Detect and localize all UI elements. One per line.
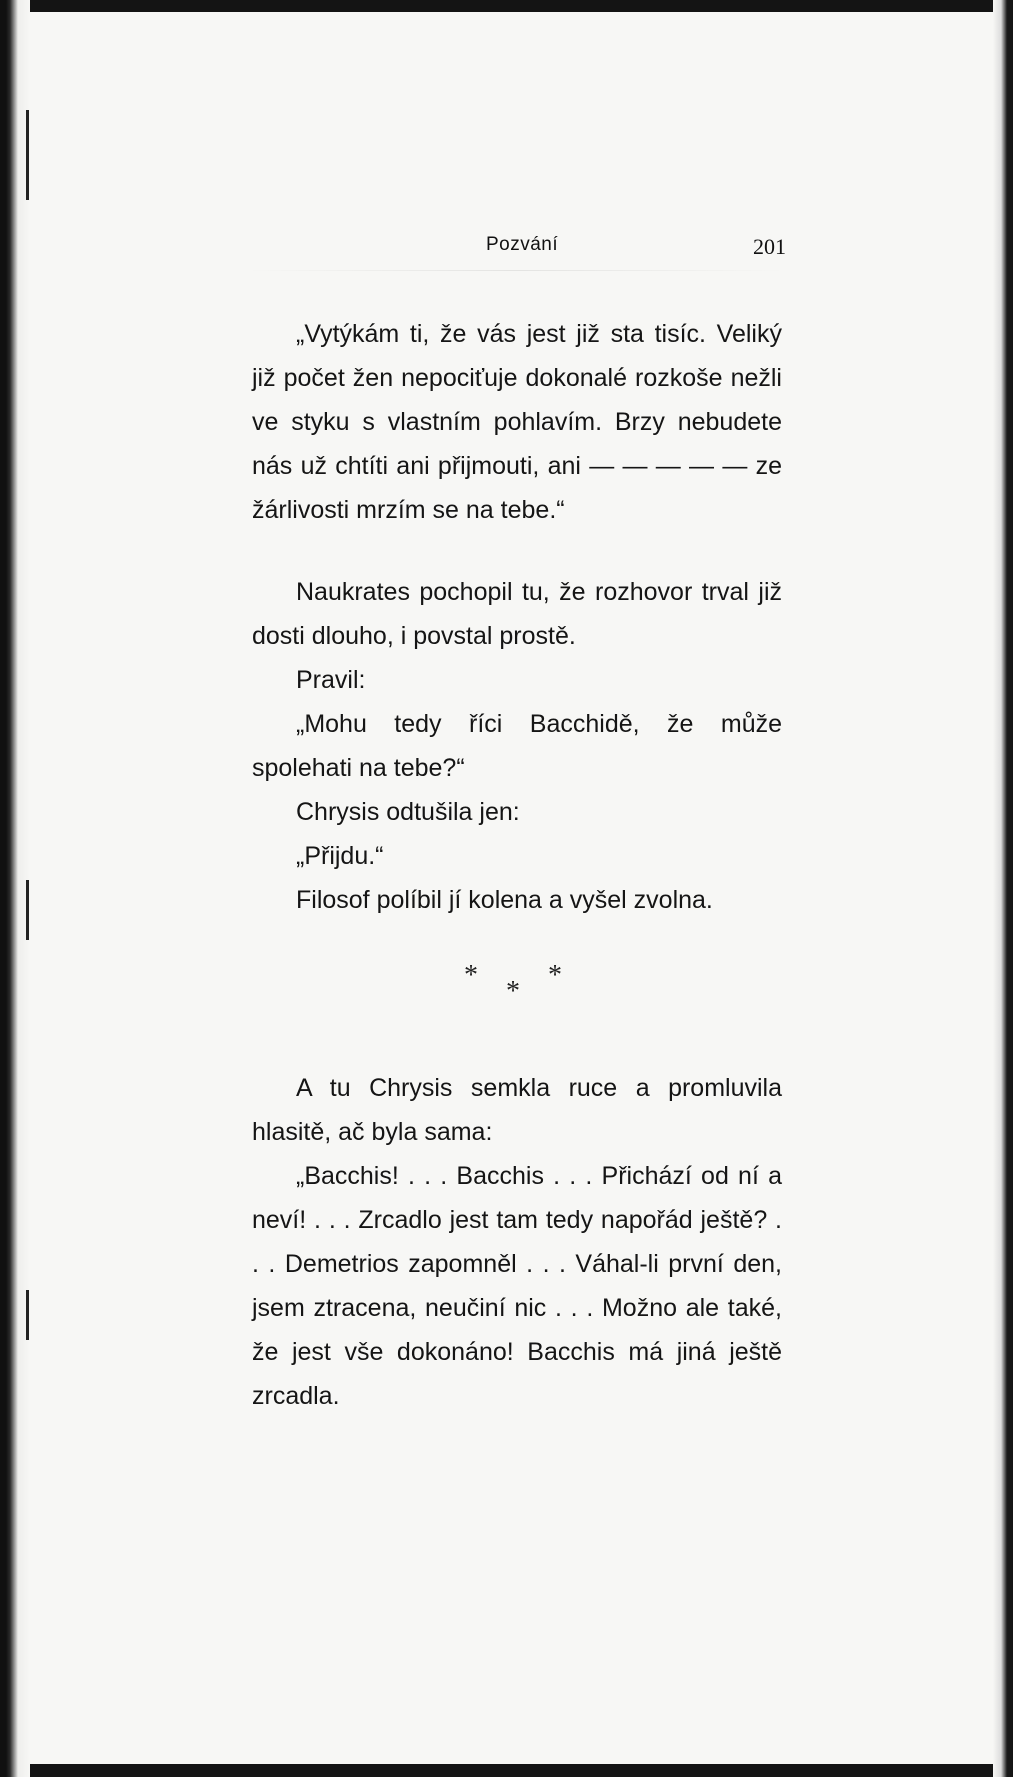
paragraph: Naukrates pochopil tu, že rozhovor trval již dosti dlouho, i povstal prostě.: [252, 578, 782, 650]
asterisk: *: [548, 960, 562, 991]
asterisk: *: [464, 960, 478, 991]
paragraph: „Vytýkám ti, že vás jest již sta tisíc. Veliký již počet žen nepociťuje dokonalé rozkoše nežli ve styku s vlastním pohlavím. Brzy nebudete nás už chtíti ani přijmouti, ani — — — — — ze žárlivosti mrzím se na tebe.“: [252, 320, 782, 524]
binding-shadow-mark: [26, 1290, 29, 1340]
page-header: [246, 234, 786, 274]
asterisk: *: [506, 976, 520, 1007]
book-page: [24, 12, 998, 1764]
paragraph: A tu Chrysis semkla ruce a promluvila hlasitě, ač byla sama:: [252, 1074, 782, 1146]
paragraph-gap: [252, 532, 782, 570]
paragraph: Filosof políbil jí kolena a vyšel zvolna.: [296, 886, 713, 914]
page-body: [252, 312, 782, 1418]
binding-shadow-mark: [26, 880, 29, 940]
paragraph: „Bacchis! . . . Bacchis . . . Přichází od ní a neví! . . . Zrcadlo jest tam tedy napořád ještě? . . . Demetrios zapomněl . . . Váhal-li první den, jsem ztracena, neučiní nic . . . Možno ale také, že jest vše dokonáno! Bacchis má jiná ještě zrcadla.: [252, 1162, 782, 1410]
paragraph: Chrysis odtušila jen:: [296, 798, 520, 826]
paragraph: Pravil:: [296, 666, 366, 694]
running-title: Pozvání: [486, 234, 559, 255]
binding-shadow-mark: [26, 110, 29, 200]
paragraph: „Mohu tedy říci Bacchidě, že může spolehati na tebe?“: [252, 710, 782, 782]
paragraph: „Přijdu.“: [296, 842, 384, 870]
page-number: 201: [753, 234, 786, 259]
section-gap: [252, 1022, 782, 1066]
page-right-edge: [993, 0, 1013, 1777]
section-break: [252, 962, 782, 1022]
header-rule: [246, 270, 786, 271]
